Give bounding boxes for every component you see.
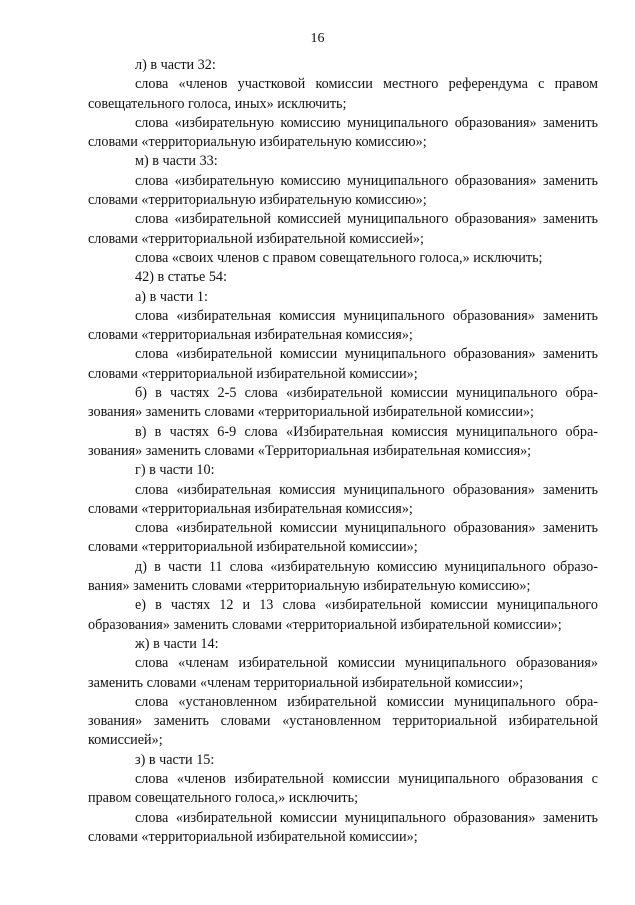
paragraph: слова «избирательной комиссии муниципального образования» заменить словами «территориальной избирательной комиссии»;	[88, 809, 598, 845]
list-item-b: б) в частях 2-5 слова «избирательной комиссии муниципального образования» заменить словами «территориальной избирательной комиссии»;	[88, 385, 598, 421]
paragraph: слова «членов участковой комиссии местного референдума с правом совещательного голоса, иных» исключить;	[88, 76, 598, 112]
list-item-zh: ж) в части 14:	[135, 635, 219, 652]
paragraph: слова «избирательной комиссии муниципального образования» заменить словами «территориальной избирательной комиссии»;	[88, 520, 598, 556]
list-item-a: а) в части 1:	[135, 288, 208, 305]
paragraph: слова «членам избирательной комиссии муниципального образования» заменить словами «членам территориальной избирательной комиссии»;	[88, 655, 598, 691]
list-item-v: в) в частях 6-9 слова «Избирательная комиссия муниципального образования» заменить словами «Территориальная избирательная комиссия»;	[88, 423, 598, 459]
paragraph: слова «избирательной комиссии муниципального образования» заменить словами «территориальной избирательной комиссии»;	[88, 346, 598, 382]
paragraph: слова «избирательную комиссию муниципального образования» заменить словами «территориальную избирательную комиссию»;	[88, 114, 598, 151]
paragraph: слова «избирательная комиссия муниципального образования» заменить словами «территориальная избирательная комиссия»;	[88, 307, 598, 344]
document-body	[88, 56, 598, 847]
page-number: 16	[310, 31, 325, 46]
list-item-e: е) в частях 12 и 13 слова «избирательной комиссии муниципального образования» заменить словами «территориальной избирательной комиссии»;	[88, 597, 598, 633]
list-item-m: м) в части 33:	[135, 153, 218, 170]
paragraph: слова «членов избирательной комиссии муниципального образования с правом совещательного голоса,» исключить;	[88, 770, 598, 807]
list-item-z: з) в части 15:	[135, 751, 215, 768]
paragraph: слова «избирательная комиссия муниципального образования» заменить словами «территориальная избирательная комиссия»;	[88, 481, 598, 517]
list-item-g: г) в части 10:	[135, 462, 215, 479]
section-heading-42: 42) в статье 54:	[135, 269, 227, 286]
list-item-d: д) в части 11 слова «избирательную комиссию муниципального образования» заменить словами «территориальную избирательную комиссию»;	[88, 558, 598, 595]
paragraph: слова «своих членов с правом совещательного голоса,» исключить;	[135, 249, 543, 266]
list-item-l: л) в части 32:	[135, 57, 216, 73]
paragraph: слова «избирательной комиссией муниципального образования» заменить словами «территориальной избирательной комиссией»;	[88, 211, 598, 247]
paragraph: слова «установленном избирательной комиссии муниципального образования» заменить словами «установленном территориальной избирательной комиссией»;	[88, 693, 598, 749]
paragraph: слова «избирательную комиссию муниципального образования» заменить словами «территориальную избирательную комиссию»;	[88, 172, 598, 209]
